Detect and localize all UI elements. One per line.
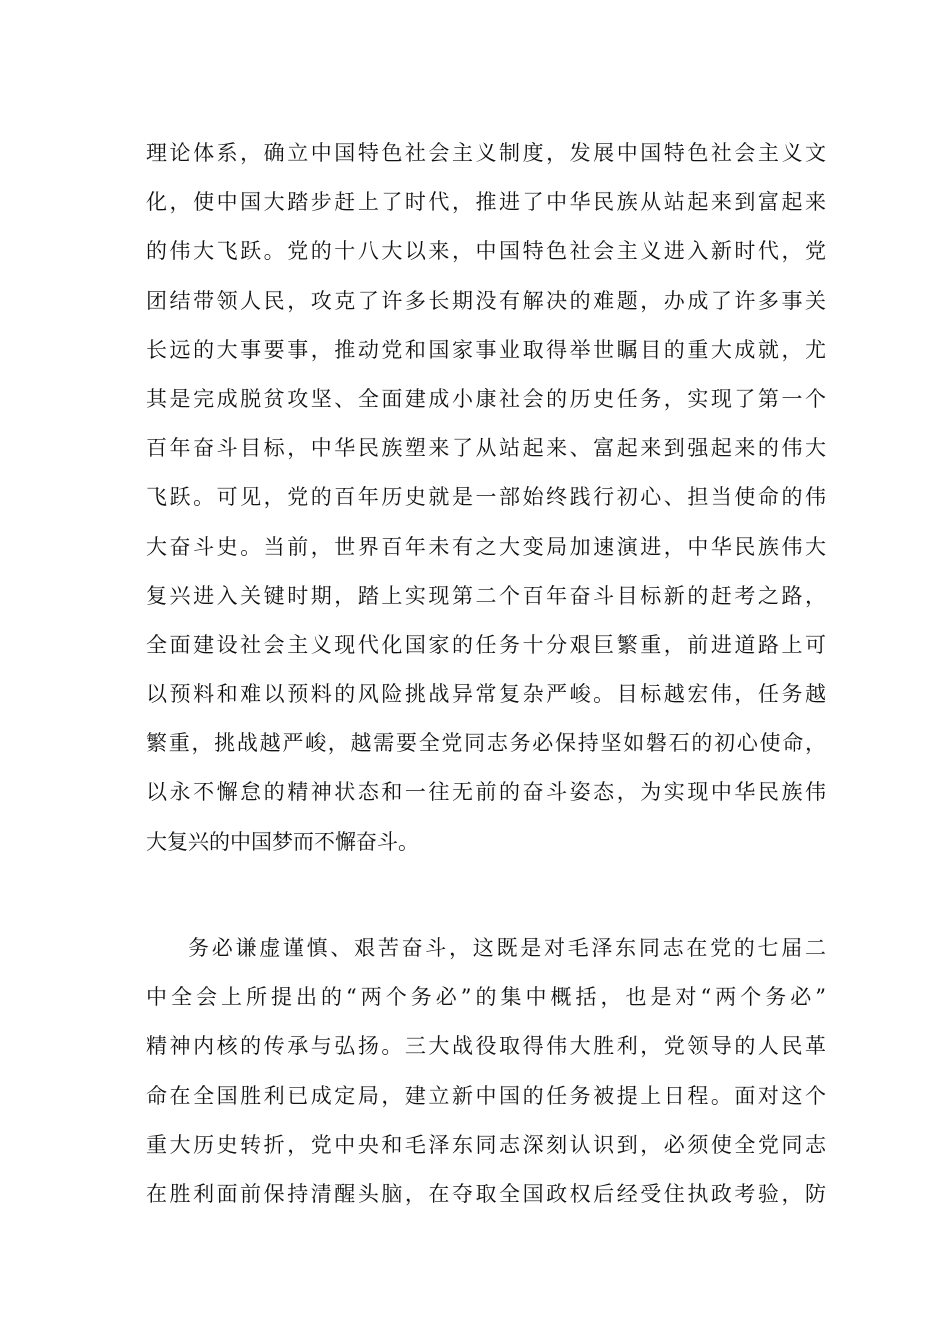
text-line: 大奋斗史。当前，世界百年未有之大变局加速演进，中华民族伟大 xyxy=(146,534,826,559)
text-line: 其是完成脱贫攻坚、全面建成小康社会的历史任务，实现了第一个 xyxy=(146,386,826,411)
text-line: 理论体系，确立中国特色社会主义制度，发展中国特色社会主义文 xyxy=(146,141,826,165)
text-line: 以永不懈怠的精神状态和一往无前的奋斗姿态，为实现中华民族伟 xyxy=(146,780,826,805)
text-line-indented: 务必谦虚谨慎、艰苦奋斗，这既是对毛泽东同志在党的七届二 xyxy=(188,936,826,960)
text-line: 百年奋斗目标，中华民族塑来了从站起来、富起来到强起来的伟大 xyxy=(146,436,826,461)
text-line: 在胜利面前保持清醒头脑，在夺取全国政权后经受住执政考验，防 xyxy=(146,1181,826,1206)
text-line: 命在全国胜利已成定局，建立新中国的任务被提上日程。面对这个 xyxy=(146,1083,826,1108)
text-line: 中全会上所提出的“两个务必”的集中概括，也是对“两个务必” xyxy=(146,985,826,1010)
text-line: 重大历史转折，党中央和毛泽东同志深刻认识到，必须使全党同志 xyxy=(146,1132,826,1157)
text-line: 以预料和难以预料的风险挑战异常复杂严峻。目标越宏伟，任务越 xyxy=(146,682,826,707)
text-line: 团结带领人民，攻克了许多长期没有解决的难题，办成了许多事关 xyxy=(146,288,826,313)
text-line: 的伟大飞跃。党的十八大以来，中国特色社会主义进入新时代，党 xyxy=(146,239,826,264)
paragraph-2 xyxy=(146,924,826,1219)
text-line: 全面建设社会主义现代化国家的任务十分艰巨繁重，前进道路上可 xyxy=(146,632,826,657)
text-line: 化，使中国大踏步赶上了时代，推进了中华民族从站起来到富起来 xyxy=(146,190,826,215)
paragraph-1 xyxy=(146,129,826,867)
text-line: 复兴进入关键时期，踏上实现第二个百年奋斗目标新的赶考之路， xyxy=(146,583,826,608)
text-line: 精神内核的传承与弘扬。三大战役取得伟大胜利，党领导的人民革 xyxy=(146,1034,826,1059)
text-line: 长远的大事要事，推动党和国家事业取得举世瞩目的重大成就，尤 xyxy=(146,337,826,362)
text-line: 繁重，挑战越严峻，越需要全党同志务必保持坚如磐石的初心使命， xyxy=(146,731,826,756)
text-line: 飞跃。可见，党的百年历史就是一部始终践行初心、担当使命的伟 xyxy=(146,485,826,510)
text-line: 大复兴的中国梦而不懈奋斗。 xyxy=(146,829,419,854)
